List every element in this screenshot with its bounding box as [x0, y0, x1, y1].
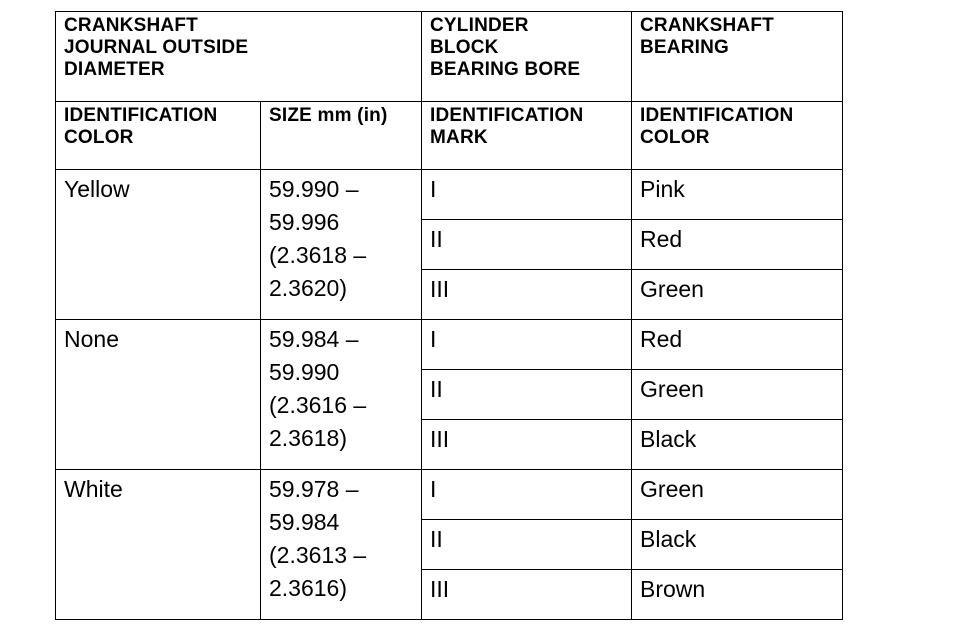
- bore-mark-cell: III: [422, 570, 632, 620]
- bearing-color-cell: Green: [632, 470, 843, 520]
- subheader-size: SIZE mm (in): [261, 102, 422, 170]
- bore-mark-cell: III: [422, 270, 632, 320]
- bore-mark-cell: I: [422, 170, 632, 220]
- journal-color-cell: White: [56, 470, 261, 620]
- journal-size-cell: 59.978 – 59.984 (2.3613 – 2.3616): [261, 470, 422, 620]
- bearing-color-cell: Green: [632, 370, 843, 420]
- subheader-row: [56, 102, 843, 170]
- bearing-color-cell: Red: [632, 320, 843, 370]
- bearing-color-cell: Green: [632, 270, 843, 320]
- crankshaft-bearing-selection-table: [55, 11, 843, 620]
- bearing-color-cell: Black: [632, 520, 843, 570]
- bore-mark-cell: II: [422, 520, 632, 570]
- journal-size-cell: 59.990 – 59.996 (2.3618 – 2.3620): [261, 170, 422, 320]
- table-row: [56, 320, 843, 370]
- journal-size-cell: 59.984 – 59.990 (2.3616 – 2.3618): [261, 320, 422, 470]
- bore-mark-cell: II: [422, 370, 632, 420]
- table-row: [56, 470, 843, 520]
- subheader-bearing-identification-color: IDENTIFICATION COLOR: [632, 102, 843, 170]
- bearing-color-cell: Brown: [632, 570, 843, 620]
- bore-mark-cell: II: [422, 220, 632, 270]
- header-cylinder-block-bearing-bore: CYLINDER BLOCK BEARING BORE: [422, 12, 632, 102]
- header-row: [56, 12, 843, 102]
- bore-mark-cell: I: [422, 470, 632, 520]
- bearing-color-cell: Pink: [632, 170, 843, 220]
- bore-mark-cell: I: [422, 320, 632, 370]
- subheader-journal-identification-color: IDENTIFICATION COLOR: [56, 102, 261, 170]
- bore-mark-cell: III: [422, 420, 632, 470]
- subheader-bore-identification-mark: IDENTIFICATION MARK: [422, 102, 632, 170]
- header-crankshaft-bearing: CRANKSHAFT BEARING: [632, 12, 843, 102]
- bearing-color-cell: Black: [632, 420, 843, 470]
- table-row: [56, 170, 843, 220]
- header-journal-outside-diameter: CRANKSHAFT JOURNAL OUTSIDE DIAMETER: [56, 12, 422, 102]
- bearing-color-cell: Red: [632, 220, 843, 270]
- journal-color-cell: None: [56, 320, 261, 470]
- journal-color-cell: Yellow: [56, 170, 261, 320]
